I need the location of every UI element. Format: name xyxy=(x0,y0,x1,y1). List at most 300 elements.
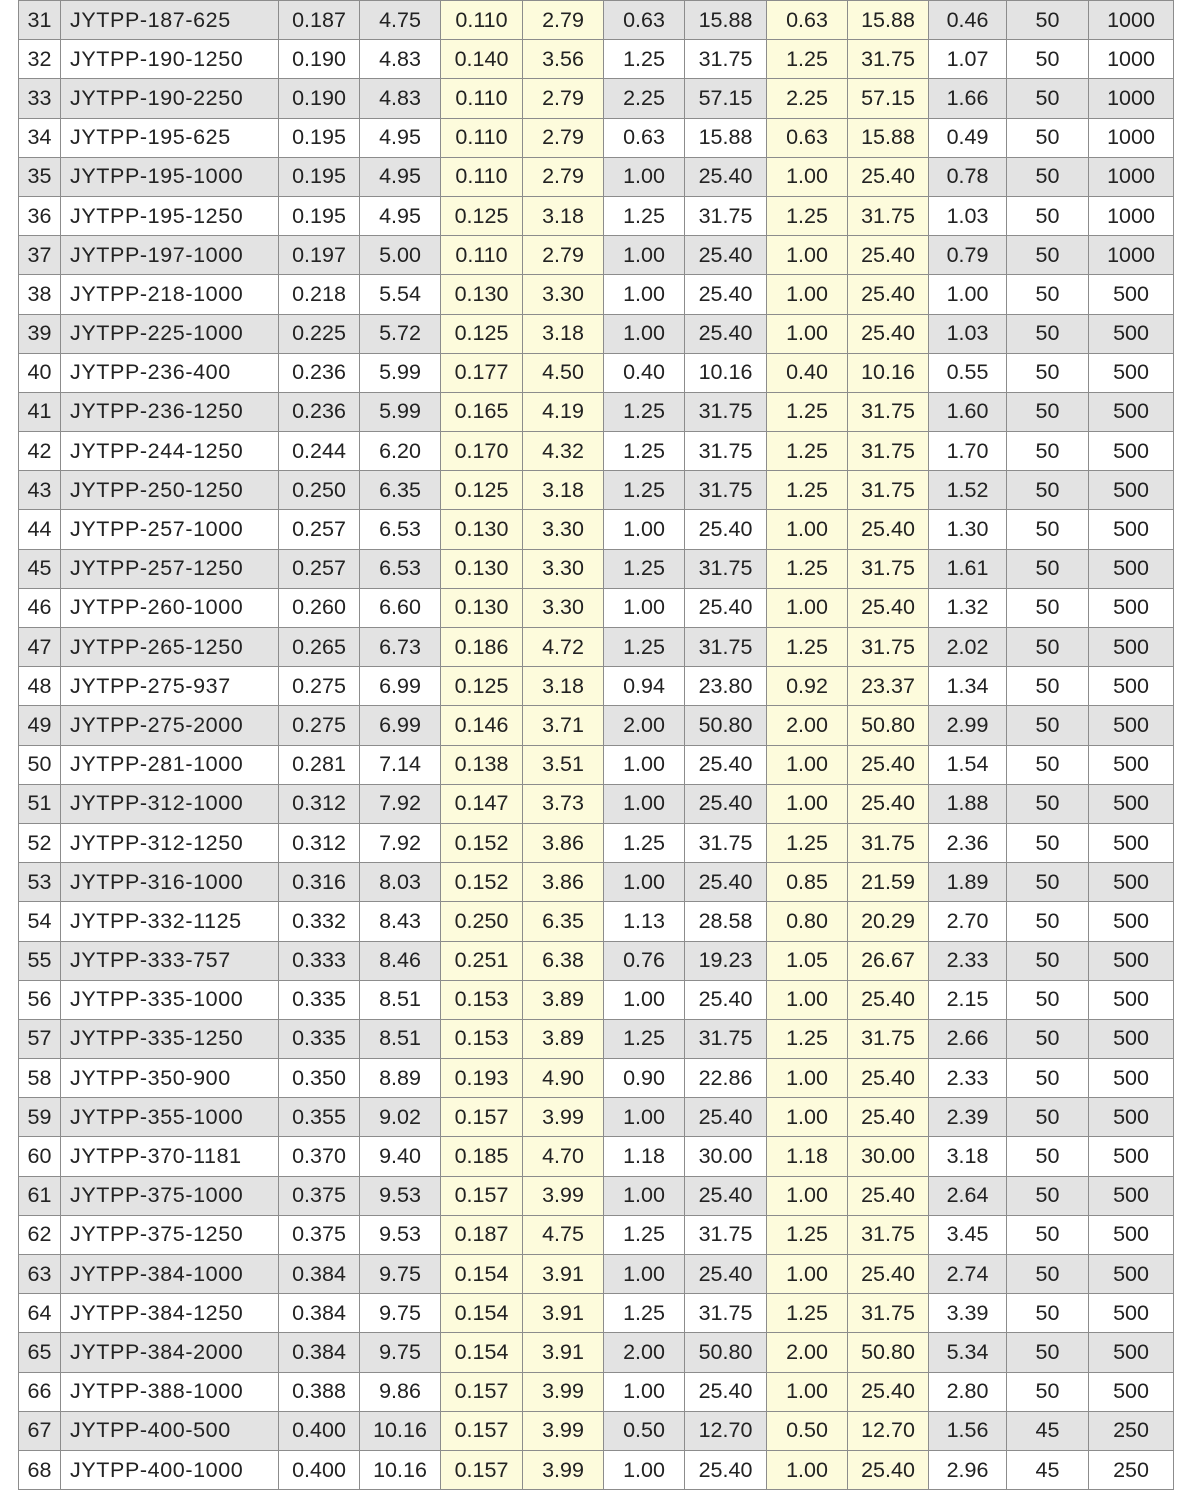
cell-row-number: 57 xyxy=(19,1019,61,1058)
cell-col-6: 3.89 xyxy=(523,980,604,1019)
cell-col-9: 2.00 xyxy=(767,1333,848,1372)
cell-col-9: 1.25 xyxy=(767,1215,848,1254)
cell-row-number: 32 xyxy=(19,40,61,79)
cell-col-11: 2.33 xyxy=(929,1059,1007,1098)
cell-col-3: 0.257 xyxy=(279,549,360,588)
cell-part-number: JYTPP-281-1000 xyxy=(61,745,279,784)
cell-row-number: 36 xyxy=(19,196,61,235)
cell-col-7: 0.63 xyxy=(604,1,685,40)
cell-col-6: 3.86 xyxy=(523,863,604,902)
cell-col-10: 25.40 xyxy=(848,236,929,275)
cell-col-7: 1.25 xyxy=(604,1215,685,1254)
cell-col-13: 500 xyxy=(1089,902,1174,941)
cell-col-6: 2.79 xyxy=(523,79,604,118)
cell-part-number: JYTPP-312-1250 xyxy=(61,823,279,862)
cell-part-number: JYTPP-187-625 xyxy=(61,1,279,40)
cell-col-9: 1.00 xyxy=(767,745,848,784)
cell-part-number: JYTPP-384-1250 xyxy=(61,1294,279,1333)
cell-part-number: JYTPP-332-1125 xyxy=(61,902,279,941)
cell-col-7: 1.00 xyxy=(604,980,685,1019)
cell-col-8: 31.75 xyxy=(685,432,767,471)
cell-col-13: 500 xyxy=(1089,588,1174,627)
cell-col-12: 50 xyxy=(1007,118,1089,157)
cell-col-4: 10.16 xyxy=(360,1411,441,1450)
table-row xyxy=(19,784,1174,823)
cell-col-6: 3.30 xyxy=(523,510,604,549)
cell-col-3: 0.257 xyxy=(279,510,360,549)
cell-part-number: JYTPP-400-1000 xyxy=(61,1450,279,1489)
cell-part-number: JYTPP-370-1181 xyxy=(61,1137,279,1176)
cell-col-7: 2.00 xyxy=(604,1333,685,1372)
cell-col-5: 0.110 xyxy=(441,236,523,275)
cell-part-number: JYTPP-312-1000 xyxy=(61,784,279,823)
cell-col-11: 0.55 xyxy=(929,353,1007,392)
table-row xyxy=(19,549,1174,588)
cell-col-4: 9.53 xyxy=(360,1215,441,1254)
cell-col-7: 1.00 xyxy=(604,1255,685,1294)
cell-row-number: 56 xyxy=(19,980,61,1019)
cell-col-3: 0.197 xyxy=(279,236,360,275)
cell-col-10: 25.40 xyxy=(848,1059,929,1098)
cell-col-13: 500 xyxy=(1089,1019,1174,1058)
cell-col-12: 45 xyxy=(1007,1411,1089,1450)
cell-col-11: 2.99 xyxy=(929,706,1007,745)
cell-col-5: 0.152 xyxy=(441,823,523,862)
cell-col-3: 0.333 xyxy=(279,941,360,980)
table-row xyxy=(19,1294,1174,1333)
cell-col-10: 23.37 xyxy=(848,667,929,706)
cell-col-8: 31.75 xyxy=(685,471,767,510)
cell-col-12: 50 xyxy=(1007,432,1089,471)
cell-col-12: 50 xyxy=(1007,1372,1089,1411)
cell-col-4: 6.60 xyxy=(360,588,441,627)
cell-row-number: 42 xyxy=(19,432,61,471)
cell-col-5: 0.147 xyxy=(441,784,523,823)
cell-col-6: 6.38 xyxy=(523,941,604,980)
cell-col-7: 0.63 xyxy=(604,118,685,157)
cell-part-number: JYTPP-384-1000 xyxy=(61,1255,279,1294)
cell-row-number: 59 xyxy=(19,1098,61,1137)
table-row xyxy=(19,353,1174,392)
cell-col-13: 1000 xyxy=(1089,40,1174,79)
cell-col-8: 25.40 xyxy=(685,510,767,549)
cell-col-5: 0.157 xyxy=(441,1411,523,1450)
cell-col-10: 25.40 xyxy=(848,1255,929,1294)
cell-col-11: 5.34 xyxy=(929,1333,1007,1372)
cell-col-8: 57.15 xyxy=(685,79,767,118)
cell-col-11: 1.03 xyxy=(929,314,1007,353)
cell-col-11: 1.60 xyxy=(929,392,1007,431)
cell-col-3: 0.388 xyxy=(279,1372,360,1411)
cell-row-number: 39 xyxy=(19,314,61,353)
cell-part-number: JYTPP-333-757 xyxy=(61,941,279,980)
cell-col-13: 500 xyxy=(1089,941,1174,980)
cell-col-13: 500 xyxy=(1089,980,1174,1019)
cell-col-4: 9.75 xyxy=(360,1333,441,1372)
cell-row-number: 55 xyxy=(19,941,61,980)
cell-col-4: 4.75 xyxy=(360,1,441,40)
cell-col-6: 3.99 xyxy=(523,1450,604,1489)
cell-col-12: 50 xyxy=(1007,510,1089,549)
cell-col-4: 7.92 xyxy=(360,784,441,823)
cell-col-11: 0.46 xyxy=(929,1,1007,40)
cell-col-13: 500 xyxy=(1089,1137,1174,1176)
cell-col-10: 25.40 xyxy=(848,275,929,314)
cell-col-11: 2.96 xyxy=(929,1450,1007,1489)
cell-part-number: JYTPP-335-1250 xyxy=(61,1019,279,1058)
cell-part-number: JYTPP-236-400 xyxy=(61,353,279,392)
cell-col-9: 1.25 xyxy=(767,628,848,667)
cell-col-5: 0.110 xyxy=(441,1,523,40)
cell-col-10: 26.67 xyxy=(848,941,929,980)
cell-col-10: 12.70 xyxy=(848,1411,929,1450)
cell-col-9: 1.00 xyxy=(767,157,848,196)
cell-col-10: 31.75 xyxy=(848,1019,929,1058)
cell-col-6: 3.18 xyxy=(523,314,604,353)
cell-col-9: 1.00 xyxy=(767,236,848,275)
cell-col-3: 0.275 xyxy=(279,706,360,745)
cell-col-4: 8.46 xyxy=(360,941,441,980)
cell-col-6: 4.19 xyxy=(523,392,604,431)
cell-part-number: JYTPP-384-2000 xyxy=(61,1333,279,1372)
cell-col-10: 25.40 xyxy=(848,745,929,784)
cell-col-9: 2.25 xyxy=(767,79,848,118)
cell-col-4: 5.99 xyxy=(360,353,441,392)
cell-col-9: 1.25 xyxy=(767,549,848,588)
cell-col-3: 0.332 xyxy=(279,902,360,941)
cell-col-7: 1.00 xyxy=(604,275,685,314)
cell-col-12: 50 xyxy=(1007,628,1089,667)
cell-row-number: 31 xyxy=(19,1,61,40)
cell-col-9: 1.00 xyxy=(767,588,848,627)
cell-col-5: 0.125 xyxy=(441,667,523,706)
cell-part-number: JYTPP-250-1250 xyxy=(61,471,279,510)
cell-row-number: 46 xyxy=(19,588,61,627)
cell-col-6: 4.50 xyxy=(523,353,604,392)
cell-col-4: 6.35 xyxy=(360,471,441,510)
cell-col-12: 50 xyxy=(1007,1176,1089,1215)
cell-col-11: 1.89 xyxy=(929,863,1007,902)
cell-col-7: 0.40 xyxy=(604,353,685,392)
cell-col-9: 0.80 xyxy=(767,902,848,941)
table-row xyxy=(19,510,1174,549)
cell-col-9: 1.00 xyxy=(767,1255,848,1294)
cell-col-3: 0.244 xyxy=(279,432,360,471)
cell-col-3: 0.370 xyxy=(279,1137,360,1176)
cell-col-10: 50.80 xyxy=(848,1333,929,1372)
cell-col-9: 1.00 xyxy=(767,1059,848,1098)
cell-col-7: 1.00 xyxy=(604,314,685,353)
cell-col-3: 0.335 xyxy=(279,1019,360,1058)
cell-col-12: 50 xyxy=(1007,667,1089,706)
cell-col-12: 50 xyxy=(1007,236,1089,275)
table-row xyxy=(19,40,1174,79)
table-row xyxy=(19,1450,1174,1489)
cell-col-8: 22.86 xyxy=(685,1059,767,1098)
cell-col-3: 0.218 xyxy=(279,275,360,314)
cell-col-5: 0.154 xyxy=(441,1255,523,1294)
cell-col-4: 8.51 xyxy=(360,980,441,1019)
cell-col-7: 1.25 xyxy=(604,823,685,862)
table-row xyxy=(19,745,1174,784)
table-row xyxy=(19,1,1174,40)
cell-col-10: 25.40 xyxy=(848,1372,929,1411)
cell-col-6: 3.71 xyxy=(523,706,604,745)
cell-col-13: 500 xyxy=(1089,863,1174,902)
cell-col-12: 50 xyxy=(1007,353,1089,392)
cell-col-7: 1.25 xyxy=(604,196,685,235)
cell-col-8: 25.40 xyxy=(685,275,767,314)
cell-col-7: 0.90 xyxy=(604,1059,685,1098)
cell-col-7: 1.25 xyxy=(604,432,685,471)
cell-col-10: 25.40 xyxy=(848,510,929,549)
cell-col-9: 1.00 xyxy=(767,1450,848,1489)
cell-col-11: 2.70 xyxy=(929,902,1007,941)
cell-col-8: 31.75 xyxy=(685,628,767,667)
cell-col-11: 0.78 xyxy=(929,157,1007,196)
cell-part-number: JYTPP-236-1250 xyxy=(61,392,279,431)
cell-col-3: 0.400 xyxy=(279,1411,360,1450)
cell-col-13: 500 xyxy=(1089,628,1174,667)
cell-col-12: 50 xyxy=(1007,196,1089,235)
table-row xyxy=(19,471,1174,510)
cell-col-9: 1.00 xyxy=(767,980,848,1019)
cell-col-12: 50 xyxy=(1007,79,1089,118)
cell-col-13: 500 xyxy=(1089,1176,1174,1215)
cell-row-number: 38 xyxy=(19,275,61,314)
cell-col-13: 500 xyxy=(1089,823,1174,862)
cell-col-4: 5.99 xyxy=(360,392,441,431)
cell-col-4: 4.95 xyxy=(360,118,441,157)
cell-col-5: 0.186 xyxy=(441,628,523,667)
cell-col-11: 2.39 xyxy=(929,1098,1007,1137)
cell-col-4: 10.16 xyxy=(360,1450,441,1489)
cell-col-11: 1.00 xyxy=(929,275,1007,314)
cell-col-3: 0.375 xyxy=(279,1215,360,1254)
cell-col-9: 1.00 xyxy=(767,314,848,353)
cell-part-number: JYTPP-375-1000 xyxy=(61,1176,279,1215)
cell-col-4: 5.72 xyxy=(360,314,441,353)
cell-col-3: 0.195 xyxy=(279,118,360,157)
table-row xyxy=(19,1215,1174,1254)
cell-col-7: 1.25 xyxy=(604,1294,685,1333)
cell-col-3: 0.225 xyxy=(279,314,360,353)
cell-col-8: 31.75 xyxy=(685,823,767,862)
cell-part-number: JYTPP-225-1000 xyxy=(61,314,279,353)
cell-col-9: 1.00 xyxy=(767,1176,848,1215)
cell-col-7: 2.00 xyxy=(604,706,685,745)
cell-col-11: 1.88 xyxy=(929,784,1007,823)
table-body xyxy=(19,1,1174,1490)
cell-col-9: 1.18 xyxy=(767,1137,848,1176)
cell-row-number: 43 xyxy=(19,471,61,510)
cell-row-number: 49 xyxy=(19,706,61,745)
cell-col-10: 31.75 xyxy=(848,628,929,667)
cell-col-12: 50 xyxy=(1007,314,1089,353)
cell-col-3: 0.384 xyxy=(279,1333,360,1372)
cell-col-9: 1.00 xyxy=(767,1372,848,1411)
cell-row-number: 48 xyxy=(19,667,61,706)
cell-col-3: 0.260 xyxy=(279,588,360,627)
cell-col-10: 31.75 xyxy=(848,823,929,862)
cell-col-5: 0.138 xyxy=(441,745,523,784)
table-row xyxy=(19,1019,1174,1058)
cell-col-9: 1.25 xyxy=(767,392,848,431)
cell-col-8: 25.40 xyxy=(685,1450,767,1489)
table-row xyxy=(19,941,1174,980)
cell-col-6: 4.70 xyxy=(523,1137,604,1176)
table-row xyxy=(19,1137,1174,1176)
cell-col-8: 19.23 xyxy=(685,941,767,980)
cell-col-6: 3.91 xyxy=(523,1333,604,1372)
cell-col-8: 25.40 xyxy=(685,745,767,784)
cell-part-number: JYTPP-316-1000 xyxy=(61,863,279,902)
cell-col-11: 2.64 xyxy=(929,1176,1007,1215)
cell-col-7: 1.13 xyxy=(604,902,685,941)
cell-col-10: 25.40 xyxy=(848,784,929,823)
cell-col-6: 3.91 xyxy=(523,1255,604,1294)
cell-col-13: 500 xyxy=(1089,1255,1174,1294)
cell-col-13: 500 xyxy=(1089,1215,1174,1254)
cell-col-5: 0.110 xyxy=(441,79,523,118)
cell-col-6: 2.79 xyxy=(523,236,604,275)
cell-col-7: 1.25 xyxy=(604,628,685,667)
cell-col-12: 50 xyxy=(1007,1255,1089,1294)
cell-col-13: 500 xyxy=(1089,510,1174,549)
table-row xyxy=(19,667,1174,706)
cell-col-4: 9.02 xyxy=(360,1098,441,1137)
cell-col-13: 500 xyxy=(1089,784,1174,823)
cell-col-5: 0.193 xyxy=(441,1059,523,1098)
cell-col-4: 4.83 xyxy=(360,79,441,118)
cell-col-7: 0.50 xyxy=(604,1411,685,1450)
cell-col-6: 3.99 xyxy=(523,1372,604,1411)
cell-col-11: 0.79 xyxy=(929,236,1007,275)
cell-col-13: 1000 xyxy=(1089,79,1174,118)
cell-part-number: JYTPP-195-1000 xyxy=(61,157,279,196)
cell-col-12: 50 xyxy=(1007,40,1089,79)
cell-col-11: 1.61 xyxy=(929,549,1007,588)
cell-col-11: 1.70 xyxy=(929,432,1007,471)
cell-col-5: 0.146 xyxy=(441,706,523,745)
cell-col-8: 25.40 xyxy=(685,1098,767,1137)
cell-col-13: 500 xyxy=(1089,667,1174,706)
cell-row-number: 52 xyxy=(19,823,61,862)
cell-col-4: 8.89 xyxy=(360,1059,441,1098)
cell-col-7: 0.76 xyxy=(604,941,685,980)
cell-col-11: 1.66 xyxy=(929,79,1007,118)
cell-col-8: 23.80 xyxy=(685,667,767,706)
cell-row-number: 50 xyxy=(19,745,61,784)
table-row xyxy=(19,1176,1174,1215)
cell-col-13: 500 xyxy=(1089,432,1174,471)
cell-row-number: 66 xyxy=(19,1372,61,1411)
cell-col-4: 6.53 xyxy=(360,549,441,588)
cell-col-13: 1000 xyxy=(1089,118,1174,157)
cell-col-8: 31.75 xyxy=(685,196,767,235)
cell-row-number: 61 xyxy=(19,1176,61,1215)
cell-col-13: 500 xyxy=(1089,471,1174,510)
cell-col-3: 0.195 xyxy=(279,196,360,235)
cell-part-number: JYTPP-375-1250 xyxy=(61,1215,279,1254)
cell-part-number: JYTPP-388-1000 xyxy=(61,1372,279,1411)
table-row xyxy=(19,1255,1174,1294)
cell-col-9: 0.85 xyxy=(767,863,848,902)
cell-col-6: 2.79 xyxy=(523,157,604,196)
cell-col-9: 0.63 xyxy=(767,118,848,157)
cell-col-11: 1.52 xyxy=(929,471,1007,510)
table-row xyxy=(19,863,1174,902)
table-row xyxy=(19,314,1174,353)
cell-col-6: 3.99 xyxy=(523,1098,604,1137)
cell-col-11: 1.03 xyxy=(929,196,1007,235)
cell-col-10: 50.80 xyxy=(848,706,929,745)
cell-part-number: JYTPP-197-1000 xyxy=(61,236,279,275)
cell-row-number: 33 xyxy=(19,79,61,118)
cell-col-12: 50 xyxy=(1007,1137,1089,1176)
cell-col-6: 2.79 xyxy=(523,118,604,157)
cell-col-7: 1.25 xyxy=(604,392,685,431)
cell-col-12: 50 xyxy=(1007,823,1089,862)
table-row xyxy=(19,118,1174,157)
cell-col-5: 0.157 xyxy=(441,1372,523,1411)
cell-col-8: 25.40 xyxy=(685,784,767,823)
cell-col-8: 31.75 xyxy=(685,549,767,588)
cell-col-6: 3.51 xyxy=(523,745,604,784)
cell-col-4: 6.99 xyxy=(360,706,441,745)
cell-col-3: 0.236 xyxy=(279,392,360,431)
cell-col-5: 0.153 xyxy=(441,980,523,1019)
cell-col-10: 15.88 xyxy=(848,118,929,157)
cell-col-13: 1000 xyxy=(1089,157,1174,196)
cell-part-number: JYTPP-244-1250 xyxy=(61,432,279,471)
table-row xyxy=(19,196,1174,235)
cell-col-9: 1.00 xyxy=(767,510,848,549)
cell-col-11: 1.34 xyxy=(929,667,1007,706)
cell-col-12: 50 xyxy=(1007,157,1089,196)
cell-col-11: 2.66 xyxy=(929,1019,1007,1058)
cell-col-7: 1.00 xyxy=(604,784,685,823)
cell-col-10: 10.16 xyxy=(848,353,929,392)
cell-row-number: 68 xyxy=(19,1450,61,1489)
cell-col-8: 31.75 xyxy=(685,1294,767,1333)
cell-col-12: 50 xyxy=(1007,549,1089,588)
cell-col-10: 25.40 xyxy=(848,980,929,1019)
cell-col-7: 1.00 xyxy=(604,588,685,627)
cell-col-7: 1.00 xyxy=(604,1450,685,1489)
cell-col-10: 31.75 xyxy=(848,40,929,79)
table-row xyxy=(19,275,1174,314)
cell-col-13: 250 xyxy=(1089,1411,1174,1450)
cell-col-3: 0.187 xyxy=(279,1,360,40)
cell-col-5: 0.152 xyxy=(441,863,523,902)
cell-col-8: 30.00 xyxy=(685,1137,767,1176)
cell-col-6: 3.30 xyxy=(523,549,604,588)
cell-part-number: JYTPP-257-1000 xyxy=(61,510,279,549)
cell-col-8: 25.40 xyxy=(685,1176,767,1215)
table-row xyxy=(19,980,1174,1019)
cell-col-11: 3.39 xyxy=(929,1294,1007,1333)
cell-col-4: 6.99 xyxy=(360,667,441,706)
table-row xyxy=(19,1098,1174,1137)
cell-col-13: 1000 xyxy=(1089,236,1174,275)
cell-col-7: 1.25 xyxy=(604,1019,685,1058)
cell-col-4: 5.00 xyxy=(360,236,441,275)
cell-col-3: 0.384 xyxy=(279,1294,360,1333)
cell-col-9: 0.63 xyxy=(767,1,848,40)
cell-col-12: 50 xyxy=(1007,863,1089,902)
cell-col-5: 0.125 xyxy=(441,196,523,235)
